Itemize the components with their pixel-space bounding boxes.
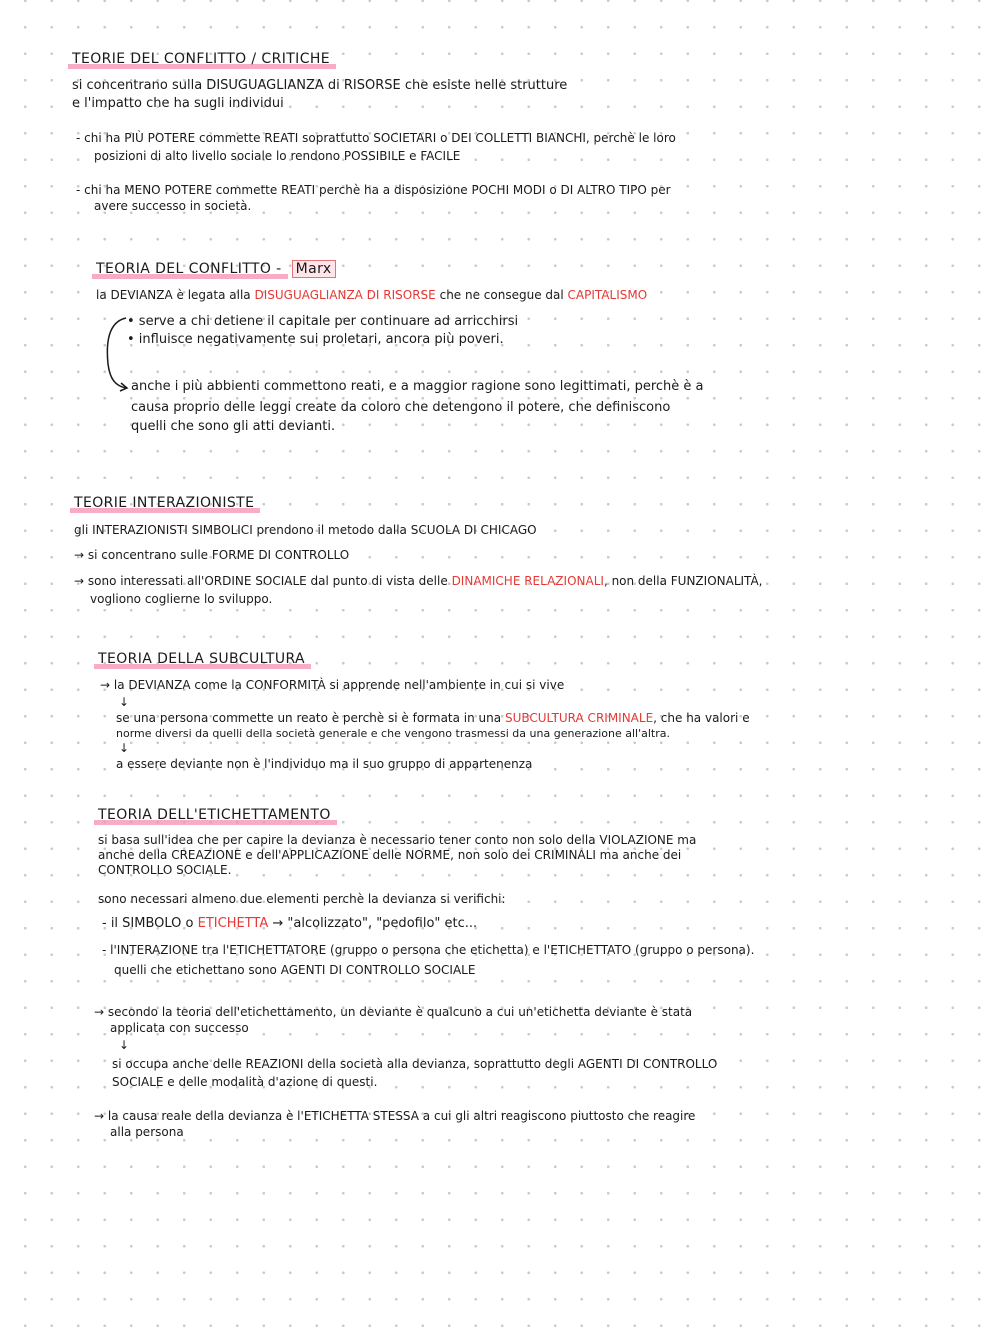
subculture-line-2-highlight: SUBCULTURA CRIMINALE [504, 711, 654, 725]
section-title-interactionist [70, 494, 260, 512]
section-title-marx [92, 260, 336, 278]
interactionist-arrow-2-highlight: DINAMICHE RELAZIONALI [451, 574, 604, 588]
bullet-more-power-line-1: - chi ha PIÙ POTERE commette REATI soprattutto SOCIETARI o DEI COLLETTI BIANCHI, perchè le loro [76, 131, 676, 145]
marx-point-1: • serve a chi detiene il capitale per continuare ad arricchirsi [127, 314, 519, 329]
marx-note-line-3: quelli che sono gli atti devianti. [131, 419, 336, 434]
marx-note-line-2: causa proprio delle leggi create da coloro che detengono il potere, che definiscono [131, 400, 671, 415]
labeling-sub-line-1: si occupa anche delle REAZIONI della società alla devianza, soprattutto degli AGENTI DI CONTROLLO [112, 1057, 718, 1071]
marx-line-highlight-2: CAPITALISMO [567, 288, 648, 302]
labeling-item-2-line-2: quelli che etichettano sono AGENTI DI CONTROLLO SOCIALE [114, 963, 476, 977]
labeling-p1-line-1: si basa sull'idea che per capire la devianza è necessario tener conto non solo della VIOLAZIONE ma [98, 833, 697, 847]
labeling-arrow-1-line-1: → secondo la teoria dell'etichettamento, un deviante è qualcuno a cui un'etichetta deviante è stata [94, 1005, 693, 1019]
bullet-more-power-line-2: posizioni di alto livello sociale lo rendono POSSIBILE e FACILE [94, 149, 461, 163]
marx-line-pre: la DEVIANZA è legata alla [96, 288, 251, 302]
down-arrow-icon: ↓ [119, 741, 130, 755]
labeling-p2: sono necessari almeno due elementi perchè la devianza si verifichi: [98, 892, 506, 906]
subculture-line-2-pre: se una persona commette un reato è perchè si è formata in una [116, 711, 502, 725]
section-title-conflict-theories [68, 50, 336, 68]
interactionist-arrow-2 [74, 574, 762, 589]
bullet-less-power-line-2: avere successo in società. [94, 199, 252, 213]
labeling-arrow-2-line-1: → la causa reale della devianza è l'ETICHETTA STESSA a cui gli altri reagiscono piuttosto che reagire [94, 1109, 696, 1123]
interactionist-arrow-1: → si concentrano sulle FORME DI CONTROLLO [74, 548, 350, 562]
labeling-p1-line-2: anche della CREAZIONE e dell'APPLICAZIONE delle NORME, non solo dei CRIMINALI ma anche dei [98, 848, 682, 862]
intro-line-1: si concentrano sulla DISUGUAGLIANZA di RISORSE che esiste nelle strutture [72, 78, 568, 93]
down-arrow-icon: ↓ [119, 1038, 130, 1052]
subculture-line-2 [116, 711, 750, 726]
labeling-sub-line-2: SOCIALE e delle modalità d'azione di questi. [112, 1075, 378, 1089]
marx-title-text: TEORIA DEL CONFLITTO - [92, 261, 288, 279]
labeling-arrow-2-line-2: alla persona [110, 1125, 184, 1139]
interactionist-title-text: TEORIE INTERAZIONISTE [70, 495, 260, 513]
section-title-text: TEORIE DEL CONFLITTO / CRITICHE [68, 51, 336, 69]
intro-line-2: e l'impatto che ha sugli individui [72, 96, 284, 111]
labeling-item-1-highlight: ETICHETTA [197, 916, 269, 931]
labeling-title-text: TEORIA DELL'ETICHETTAMENTO [94, 807, 337, 825]
down-arrow-icon: ↓ [119, 695, 130, 709]
interactionist-arrow-2-pre: → sono interessati all'ORDINE SOCIALE dal punto di vista delle [74, 574, 448, 588]
interactionist-line-1: gli INTERAZIONISTI SIMBOLICI prendono il metodo dalla SCUOLA DI CHICAGO [74, 523, 537, 537]
labeling-arrow-1-line-2: applicata con successo [110, 1021, 249, 1035]
interactionist-arrow-2-line-2: vogliono coglierne lo sviluppo. [90, 592, 273, 606]
subculture-line-1: → la DEVIANZA come la CONFORMITÀ si apprende nell'ambiente in cui si vive [100, 678, 565, 692]
marx-line-highlight-1: DISUGUAGLIANZA DI RISORSE [254, 288, 436, 302]
labeling-item-2-line-1: - l'INTERAZIONE tra l'ETICHETTATORE (gruppo o persona che etichetta) e l'ETICHETTATO (gruppo o persona). [102, 943, 755, 957]
marx-name-box: Marx [292, 260, 336, 278]
marx-note-line-1: anche i più abbienti commettono reati, e a maggior ragione sono legittimati, perchè è a [131, 379, 704, 394]
subculture-line-3: norme diversi da quelli della società generale e che vengono trasmessi da una generazione all'altra. [116, 727, 671, 740]
section-title-labeling [94, 806, 337, 824]
subculture-line-4: a essere deviante non è l'individuo ma il suo gruppo di appartenenza [116, 757, 533, 771]
labeling-p1-line-3: CONTROLLO SOCIALE. [98, 863, 232, 877]
marx-point-2: • influisce negativamente sui proletari, ancora più poveri. [127, 332, 504, 347]
marx-deviance-line [96, 288, 647, 303]
subculture-title-text: TEORIA DELLA SUBCULTURA [94, 651, 311, 669]
bullet-less-power-line-1: - chi ha MENO POTERE commette REATI perchè ha a disposizione POCHI MODI o DI ALTRO TIPO per [76, 183, 671, 197]
section-title-subculture [94, 650, 311, 668]
interactionist-arrow-2-post: , non della FUNZIONALITÀ, [603, 574, 763, 588]
labeling-item-1-post: → "alcolizzato", "pedofilo" etc... [272, 916, 478, 931]
marx-line-mid: che ne consegue dal [439, 288, 564, 302]
subculture-line-2-post: , che ha valori e [653, 711, 750, 725]
labeling-item-1 [102, 915, 477, 933]
labeling-item-1-pre: - il SIMBOLO o [102, 916, 194, 931]
